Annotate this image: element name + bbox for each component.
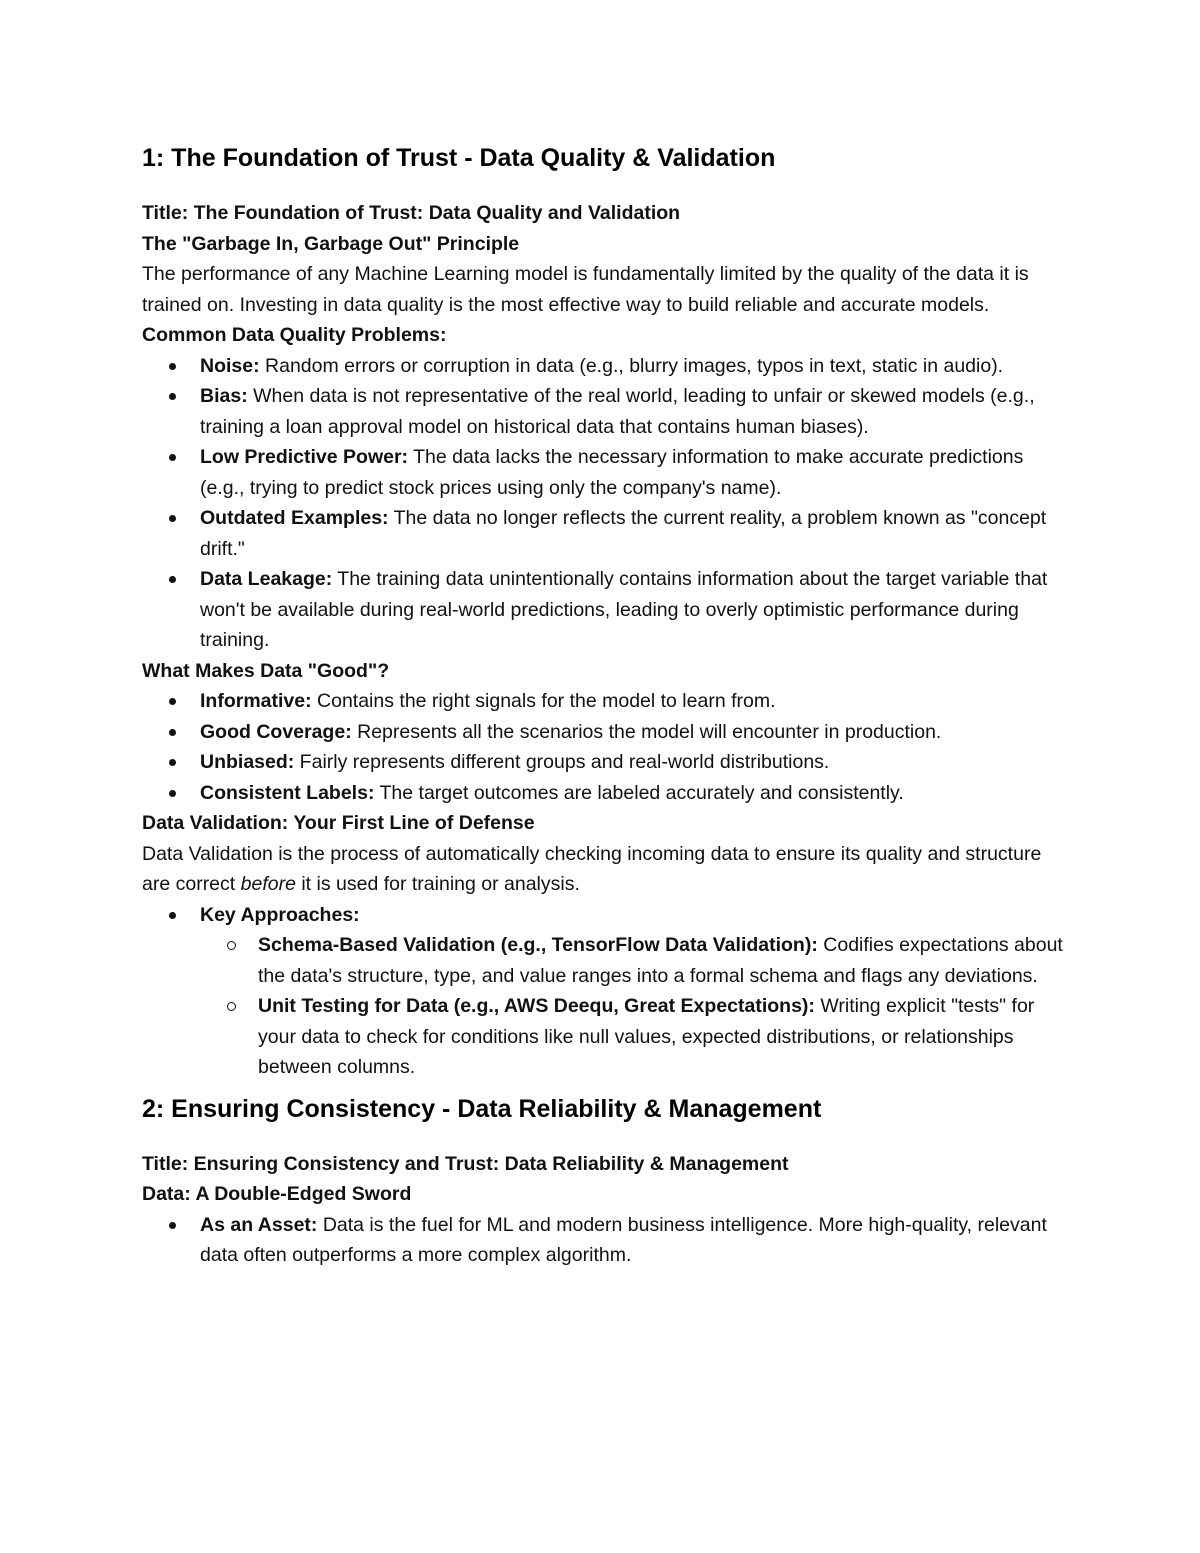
term: Schema-Based Validation (e.g., TensorFlow Data Validation):: [258, 934, 818, 956]
gigo-heading: The "Garbage In, Garbage Out" Principle: [142, 232, 520, 255]
description: Contains the right signals for the model to learn from.: [311, 690, 776, 712]
list-item: [142, 686, 1072, 717]
good-data-list: [142, 686, 1072, 808]
sub-list-item: [200, 930, 1072, 991]
list-item: [142, 442, 1072, 503]
validation-text-after: it is used for training or analysis.: [295, 873, 580, 895]
term: Data Leakage:: [200, 568, 333, 590]
term: Outdated Examples:: [200, 507, 389, 529]
list-item: [142, 778, 1072, 809]
term: Noise:: [200, 354, 260, 377]
section2-heading: 2: Ensuring Consistency - Data Reliability & Management: [142, 1094, 822, 1123]
approaches-sublist: [200, 930, 1072, 1083]
description: Random errors or corruption in data (e.g., blurry images, typos in text, static in audio).: [259, 354, 1004, 377]
description: Fairly represents different groups and real-world distributions.: [294, 751, 830, 773]
term: Informative:: [200, 690, 312, 712]
list-item: [142, 900, 1072, 1083]
term: Low Predictive Power:: [200, 446, 409, 468]
list-item: [142, 564, 1072, 656]
description: Codifies expectations about the data's structure, type, and value ranges into a formal schema and flags any deviations.: [258, 934, 1063, 987]
sword-heading: Data: A Double-Edged Sword: [142, 1183, 412, 1205]
description: The data lacks the necessary information to make accurate predictions (e.g., trying to predict stock prices using only the company's name).: [200, 446, 1024, 499]
term: Unbiased:: [200, 751, 295, 773]
description: The training data unintentionally contains information about the target variable that won't be available during real-world predictions, leading to overly optimistic performance during training.: [200, 568, 1048, 651]
term: Unit Testing for Data (e.g., AWS Deequ, Great Expectations):: [258, 995, 815, 1017]
section1-heading: 1: The Foundation of Trust - Data Quality & Validation: [142, 144, 776, 172]
gigo-paragraph: The performance of any Machine Learning model is fundamentally limited by the quality of the data it is trained on. Investing in data quality is the most effective way to build reliable and accurate models.: [142, 263, 1029, 316]
sub-list-item: [200, 991, 1072, 1083]
document-content: [142, 140, 1072, 1271]
list-item: [142, 717, 1072, 748]
list-item: [142, 381, 1072, 442]
description: The target outcomes are labeled accurately and consistently.: [374, 781, 904, 804]
approaches-list: [142, 900, 1072, 1083]
section1-title: Title: The Foundation of Trust: Data Quality and Validation: [142, 202, 681, 224]
problems-heading: Common Data Quality Problems:: [142, 324, 447, 346]
term: As an Asset:: [200, 1213, 318, 1236]
sword-list: [142, 1210, 1072, 1271]
list-item: [142, 351, 1072, 382]
validation-paragraph: [142, 839, 1072, 900]
description: Writing explicit "tests" for your data to check for conditions like null values, expected distributions, or relationships between columns.: [258, 995, 1035, 1078]
description: When data is not representative of the real world, leading to unfair or skewed models (e.g., training a loan approval model on historical data that contains human biases).: [200, 385, 1035, 438]
good-data-heading: What Makes Data "Good"?: [142, 659, 390, 682]
description: Represents all the scenarios the model will encounter in production.: [351, 720, 942, 743]
problems-list: [142, 351, 1072, 656]
validation-text-italic: before: [240, 873, 296, 895]
list-item: [142, 503, 1072, 564]
list-item: [142, 747, 1072, 778]
list-item: [142, 1210, 1072, 1271]
validation-text-before: Data Validation is the process of automatically checking incoming data to ensure its quality and structure are correct: [142, 842, 1042, 895]
section2-title: Title: Ensuring Consistency and Trust: Data Reliability & Management: [142, 1152, 789, 1175]
description: Data is the fuel for ML and modern business intelligence. More high-quality, relevant data often outperforms a more complex algorithm.: [200, 1213, 1047, 1266]
approaches-label: Key Approaches:: [200, 903, 360, 926]
description: The data no longer reflects the current reality, a problem known as "concept drift.": [200, 507, 1047, 560]
term: Good Coverage:: [200, 720, 352, 743]
validation-heading: Data Validation: Your First Line of Defense: [142, 812, 535, 834]
term: Bias:: [200, 385, 248, 407]
term: Consistent Labels:: [200, 781, 375, 804]
